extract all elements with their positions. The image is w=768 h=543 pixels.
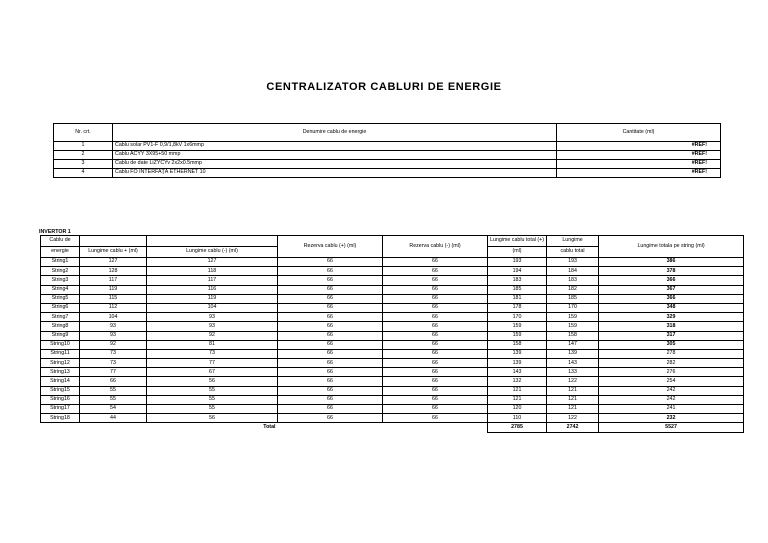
cell-minus: 56 xyxy=(147,377,278,386)
cell-per-string: 276 xyxy=(599,368,744,377)
table-row xyxy=(41,386,744,395)
cell-tot-minus: 143 xyxy=(547,359,599,368)
cell-tot-plus: 178 xyxy=(488,303,547,312)
cell-tot-minus: 183 xyxy=(547,276,599,285)
cell-per-string: 254 xyxy=(599,377,744,386)
totals-plus: 2785 xyxy=(488,423,547,432)
totals-minus: 2742 xyxy=(547,423,599,432)
cell-plus: 73 xyxy=(80,359,147,368)
cell-name: String9 xyxy=(41,331,80,340)
cell-res-minus: 66 xyxy=(383,405,488,414)
cell-tot-plus: 159 xyxy=(488,331,547,340)
cell-per-string: 241 xyxy=(599,405,744,414)
cell-res-minus: 66 xyxy=(383,258,488,267)
cell-per-string: 278 xyxy=(599,349,744,358)
cell-tot-minus: 170 xyxy=(547,303,599,312)
cell-per-string: 242 xyxy=(599,395,744,404)
table-row xyxy=(41,276,744,285)
strings-header-row xyxy=(41,236,744,247)
cell-res-minus: 66 xyxy=(383,313,488,322)
table-row xyxy=(41,285,744,294)
cell-res-plus: 66 xyxy=(278,303,383,312)
cell-per-string: 366 xyxy=(599,294,744,303)
cell-minus: 118 xyxy=(147,267,278,276)
cell-minus: 55 xyxy=(147,386,278,395)
cell-tot-minus: 159 xyxy=(547,313,599,322)
cell-per-string: 318 xyxy=(599,322,744,331)
cell-res-plus: 66 xyxy=(278,313,383,322)
cell-tot-minus: 158 xyxy=(547,331,599,340)
cell-res-minus: 66 xyxy=(383,276,488,285)
cell-tot-minus: 185 xyxy=(547,294,599,303)
cell-res-minus: 66 xyxy=(383,294,488,303)
table-row xyxy=(41,414,744,423)
cell-res-plus: 66 xyxy=(278,322,383,331)
table-row xyxy=(41,368,744,377)
cell-tot-plus: 194 xyxy=(488,267,547,276)
cell-minus: 117 xyxy=(147,276,278,285)
cell-tot-plus: 139 xyxy=(488,359,547,368)
cell-plus: 54 xyxy=(80,405,147,414)
cell-name: String5 xyxy=(41,294,80,303)
header-res-minus: Rezerva cablu (-) (ml) xyxy=(383,236,488,258)
totals-label: Total xyxy=(263,424,276,431)
row-name: Cablu FO INTERFAŢĂ ETHERNET 10 xyxy=(113,169,557,178)
cell-per-string: 282 xyxy=(599,359,744,368)
header-minus: Lungime cablu (-) (ml) xyxy=(147,247,278,258)
table-row xyxy=(41,313,744,322)
totals-per-string: 5527 xyxy=(599,423,744,432)
table-row xyxy=(41,331,744,340)
cell-res-minus: 66 xyxy=(383,349,488,358)
inverter-strings-table xyxy=(40,235,744,433)
cell-res-plus: 66 xyxy=(278,285,383,294)
cell-plus: 55 xyxy=(80,386,147,395)
cell-plus: 115 xyxy=(80,294,147,303)
cell-name: String4 xyxy=(41,285,80,294)
header-per-string: Lungime totala pe string (ml) xyxy=(599,236,744,258)
cell-tot-plus: 139 xyxy=(488,349,547,358)
cell-plus: 117 xyxy=(80,276,147,285)
cell-plus: 92 xyxy=(80,340,147,349)
row-qty: #REF! xyxy=(557,151,721,160)
header-plus: Lungime cablu + (ml) xyxy=(80,247,147,258)
cell-res-plus: 66 xyxy=(278,395,383,404)
cell-minus: 55 xyxy=(147,405,278,414)
cell-per-string: 366 xyxy=(599,276,744,285)
cell-plus: 73 xyxy=(80,349,147,358)
cell-plus: 44 xyxy=(80,414,147,423)
table-row xyxy=(41,303,744,312)
cell-tot-minus: 159 xyxy=(547,322,599,331)
cell-name: String2 xyxy=(41,267,80,276)
summary-row xyxy=(54,151,721,160)
cell-res-minus: 66 xyxy=(383,303,488,312)
cell-minus: 67 xyxy=(147,368,278,377)
cable-summary-table xyxy=(53,123,721,178)
cell-res-plus: 66 xyxy=(278,349,383,358)
cell-per-string: 329 xyxy=(599,313,744,322)
cell-res-plus: 66 xyxy=(278,267,383,276)
cell-per-string: 242 xyxy=(599,386,744,395)
cell-tot-minus: 122 xyxy=(547,377,599,386)
cell-res-minus: 66 xyxy=(383,359,488,368)
row-nr: 1 xyxy=(54,142,113,151)
cell-tot-minus: 147 xyxy=(547,340,599,349)
cell-minus: 93 xyxy=(147,322,278,331)
cell-tot-plus: 143 xyxy=(488,368,547,377)
cell-res-plus: 66 xyxy=(278,331,383,340)
table-row xyxy=(41,405,744,414)
cell-res-minus: 66 xyxy=(383,414,488,423)
row-nr: 2 xyxy=(54,151,113,160)
header-total-plus-top: Lungime cablu total (+) xyxy=(488,236,547,247)
header-total-minus-top: Lungime xyxy=(547,236,599,247)
row-name: Cablu solar PV1-F 0,9/1,8kV 1x6mmp xyxy=(113,142,557,151)
cell-tot-plus: 185 xyxy=(488,285,547,294)
cell-plus: 128 xyxy=(80,267,147,276)
cell-res-plus: 66 xyxy=(278,414,383,423)
summary-row xyxy=(54,160,721,169)
table-row xyxy=(41,340,744,349)
cell-res-minus: 66 xyxy=(383,267,488,276)
cell-name: String11 xyxy=(41,349,80,358)
summary-row xyxy=(54,169,721,178)
row-qty: #REF! xyxy=(557,160,721,169)
table-row xyxy=(41,395,744,404)
cell-name: String12 xyxy=(41,359,80,368)
cell-res-plus: 66 xyxy=(278,377,383,386)
cell-plus: 119 xyxy=(80,285,147,294)
cell-res-plus: 66 xyxy=(278,276,383,285)
cell-tot-minus: 121 xyxy=(547,386,599,395)
cell-tot-minus: 182 xyxy=(547,285,599,294)
cell-tot-plus: 121 xyxy=(488,395,547,404)
cell-tot-plus: 121 xyxy=(488,386,547,395)
cell-plus: 112 xyxy=(80,303,147,312)
cell-minus: 81 xyxy=(147,340,278,349)
header-qty: Cantitate (ml) xyxy=(557,124,721,142)
table-row xyxy=(41,258,744,267)
header-energy-top: Cablu de xyxy=(41,236,80,247)
cell-minus: 55 xyxy=(147,395,278,404)
header-energy-bottom: energie xyxy=(41,247,80,258)
cell-res-minus: 66 xyxy=(383,331,488,340)
cell-tot-minus: 122 xyxy=(547,414,599,423)
header-name: Denumire cablu de energie xyxy=(113,124,557,142)
cell-name: String14 xyxy=(41,377,80,386)
cell-name: String7 xyxy=(41,313,80,322)
header-total-plus-bottom: (ml) xyxy=(488,247,547,258)
cell-minus: 77 xyxy=(147,359,278,368)
cell-minus: 56 xyxy=(147,414,278,423)
table-row xyxy=(41,294,744,303)
table-row xyxy=(41,359,744,368)
cell-plus: 77 xyxy=(80,368,147,377)
cell-tot-plus: 132 xyxy=(488,377,547,386)
summary-header-row xyxy=(54,124,721,142)
cell-name: String15 xyxy=(41,386,80,395)
cell-per-string: 378 xyxy=(599,267,744,276)
cell-plus: 93 xyxy=(80,331,147,340)
cell-tot-minus: 139 xyxy=(547,349,599,358)
cell-res-minus: 66 xyxy=(383,285,488,294)
cell-name: String10 xyxy=(41,340,80,349)
cell-tot-plus: 181 xyxy=(488,294,547,303)
cell-plus: 55 xyxy=(80,395,147,404)
cell-res-plus: 66 xyxy=(278,368,383,377)
cell-res-plus: 66 xyxy=(278,258,383,267)
cell-minus: 104 xyxy=(147,303,278,312)
cell-per-string: 386 xyxy=(599,258,744,267)
cell-tot-minus: 121 xyxy=(547,405,599,414)
table-row xyxy=(41,322,744,331)
cell-tot-minus: 121 xyxy=(547,395,599,404)
table-row xyxy=(41,377,744,386)
cell-res-plus: 66 xyxy=(278,386,383,395)
cell-name: String18 xyxy=(41,414,80,423)
cell-plus: 66 xyxy=(80,377,147,386)
cell-res-plus: 66 xyxy=(278,405,383,414)
cell-tot-plus: 170 xyxy=(488,313,547,322)
cell-name: String6 xyxy=(41,303,80,312)
cell-name: String8 xyxy=(41,322,80,331)
header-total-minus-bottom: cablu total xyxy=(547,247,599,258)
cell-minus: 92 xyxy=(147,331,278,340)
cell-tot-plus: 158 xyxy=(488,340,547,349)
cell-minus: 116 xyxy=(147,285,278,294)
cell-res-plus: 66 xyxy=(278,294,383,303)
cell-plus: 104 xyxy=(80,313,147,322)
cell-tot-plus: 120 xyxy=(488,405,547,414)
inverter-label: INVERTOR 1 xyxy=(39,229,71,235)
cell-per-string: 348 xyxy=(599,303,744,312)
cell-tot-plus: 183 xyxy=(488,276,547,285)
cell-name: String1 xyxy=(41,258,80,267)
row-name: Cablu ACYY 3X95+50 mmp xyxy=(113,151,557,160)
cell-tot-minus: 133 xyxy=(547,368,599,377)
cell-res-minus: 66 xyxy=(383,377,488,386)
cell-minus: 73 xyxy=(147,349,278,358)
row-nr: 3 xyxy=(54,160,113,169)
cell-res-plus: 66 xyxy=(278,359,383,368)
cell-tot-plus: 193 xyxy=(488,258,547,267)
row-nr: 4 xyxy=(54,169,113,178)
page-title: CENTRALIZATOR CABLURI DE ENERGIE xyxy=(266,81,502,93)
cell-tot-minus: 193 xyxy=(547,258,599,267)
cell-name: String13 xyxy=(41,368,80,377)
cell-minus: 127 xyxy=(147,258,278,267)
cell-res-minus: 66 xyxy=(383,322,488,331)
cell-name: String3 xyxy=(41,276,80,285)
cell-per-string: 367 xyxy=(599,285,744,294)
cell-minus: 93 xyxy=(147,313,278,322)
summary-row xyxy=(54,142,721,151)
cell-plus: 93 xyxy=(80,322,147,331)
cell-tot-plus: 110 xyxy=(488,414,547,423)
cell-name: String17 xyxy=(41,405,80,414)
totals-row xyxy=(41,423,744,432)
string-rows xyxy=(41,258,744,423)
cell-tot-minus: 184 xyxy=(547,267,599,276)
cell-per-string: 232 xyxy=(599,414,744,423)
header-res-plus: Rezerva cablu (+) (ml) xyxy=(278,236,383,258)
cell-res-minus: 66 xyxy=(383,386,488,395)
cell-name: String16 xyxy=(41,395,80,404)
cell-res-minus: 66 xyxy=(383,340,488,349)
cell-tot-plus: 159 xyxy=(488,322,547,331)
cell-per-string: 305 xyxy=(599,340,744,349)
cell-per-string: 317 xyxy=(599,331,744,340)
cell-minus: 119 xyxy=(147,294,278,303)
table-row xyxy=(41,267,744,276)
cell-plus: 127 xyxy=(80,258,147,267)
row-qty: #REF! xyxy=(557,169,721,178)
table-row xyxy=(41,349,744,358)
cell-res-minus: 66 xyxy=(383,395,488,404)
row-name: Cablu de date LiZYCYv 2x2x0.5mmp xyxy=(113,160,557,169)
cell-res-minus: 66 xyxy=(383,368,488,377)
row-qty: #REF! xyxy=(557,142,721,151)
header-nr: Nr. crt. xyxy=(54,124,113,142)
cell-res-plus: 66 xyxy=(278,340,383,349)
